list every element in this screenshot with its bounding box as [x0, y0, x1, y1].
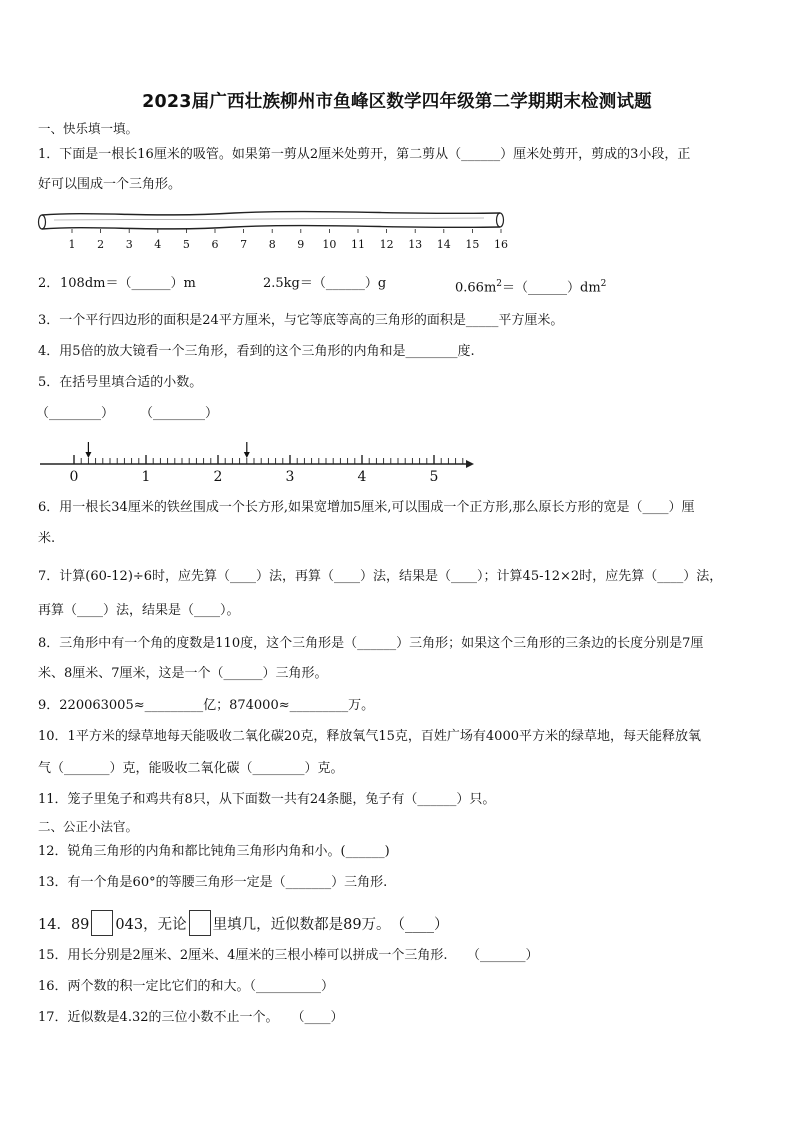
question-6-line-2: 米.: [38, 531, 56, 546]
page-title: 2023届广西壮族柳州市鱼峰区数学四年级第二学期期末检测试题: [142, 92, 652, 112]
straw-highlight: [54, 218, 484, 220]
q14-part-1: 14．89: [38, 917, 90, 933]
question-5-blank-1: （________）: [36, 406, 115, 421]
ruler-tick-label: 5: [182, 238, 190, 251]
number-line-label: 1: [141, 469, 151, 485]
number-line-label: 3: [285, 469, 295, 485]
question-17: 17．近似数是4.32的三位小数不止一个。 （____）: [38, 1010, 344, 1025]
ruler-tick-label: 3: [125, 238, 133, 251]
q2c-sup2: 2: [600, 279, 607, 289]
question-7-line-1: 7．计算(60-12)÷6时，应先算（____）法，再算（____）法，结果是（____）；计算45-12×2时，应先算（____）法，: [38, 569, 723, 584]
number-line-figure: [34, 436, 484, 486]
q14-digit-box-2: [189, 910, 211, 936]
number-line-label: 5: [429, 469, 439, 485]
question-8-line-2: 米、8厘米、7厘米，这是一个（______）三角形。: [38, 666, 328, 681]
question-9: 9．220063005≈_________亿；874000≈_________万。: [38, 698, 375, 713]
ruler-tick-label: 4: [154, 238, 162, 251]
ruler-tick-label: 16: [494, 238, 508, 251]
number-line-arrowhead: [466, 460, 474, 468]
ruler-tick-label: 13: [408, 238, 423, 251]
question-12: 12．锐角三角形的内角和都比钝角三角形内角和小。(______): [38, 844, 390, 859]
question-6-line-1: 6．用一根长34厘米的铁丝围成一个长方形,如果宽增加5厘米,可以围成一个正方形,那么原长方形的宽是（____）厘: [38, 500, 695, 515]
ruler-tick-label: 11: [351, 238, 365, 251]
question-13: 13．有一个角是60°的等腰三角形一定是（_______）三角形.: [38, 875, 388, 890]
ruler-tick-label: 1: [68, 238, 76, 251]
straw-top-edge: [42, 212, 500, 215]
question-2-part-a: 108dm＝（______）m: [60, 276, 196, 291]
number-line-label: 2: [213, 469, 223, 485]
q14-part-3: 里填几，近似数都是89万。 （____）: [212, 917, 449, 933]
straw-right-end: [497, 213, 504, 227]
question-2-part-c: [455, 276, 606, 296]
question-16: 16．两个数的积一定比它们的和大。（__________）: [38, 979, 335, 994]
ruler-tick-label: 8: [268, 238, 276, 251]
question-1-line-1: 1．下面是一根长16厘米的吸管。如果第一剪从2厘米处剪开，第二剪从（______）厘米处剪开，剪成的3小段，正: [38, 147, 691, 162]
section-2-heading: 二、公正小法官。: [38, 819, 139, 834]
ruler-tick-label: 2: [97, 238, 105, 251]
question-15: 15．用长分别是2厘米、2厘米、4厘米的三根小棒可以拼成一个三角形. （_______）: [38, 948, 539, 963]
q2c-sup: 2: [496, 279, 503, 289]
section-1-heading: 一、快乐填一填。: [38, 121, 139, 136]
down-arrow-icon: [244, 452, 250, 458]
down-arrow-icon: [85, 452, 91, 458]
straw-ruler-figure: [34, 206, 514, 256]
ruler-tick-label: 9: [297, 238, 305, 251]
ruler-tick-label: 14: [436, 238, 451, 251]
q2c-mid: ＝（______）dm: [502, 280, 601, 296]
question-10-line-1: 10．1平方米的绿草地每天能吸收二氧化碳20克，释放氧气15克，百姓广场有4000平方米的绿草地，每天能释放氧: [38, 729, 701, 744]
ruler-tick-label: 6: [211, 238, 219, 251]
question-5-blank-2: （________）: [140, 406, 219, 421]
straw-bottom-edge: [42, 226, 500, 229]
q14-part-2: 043，无论: [115, 917, 187, 933]
ruler-tick-label: 10: [322, 238, 337, 251]
number-line-label: 4: [357, 469, 367, 485]
question-14: [38, 910, 449, 936]
question-5: 5．在括号里填合适的小数。: [38, 375, 203, 390]
question-3: 3．一个平行四边形的面积是24平方厘米，与它等底等高的三角形的面积是_____平方厘米。: [38, 313, 564, 328]
question-1-line-2: 好可以围成一个三角形。: [38, 177, 182, 192]
q14-digit-box-1: [91, 910, 113, 936]
q2c-pre: 0.66m: [455, 280, 497, 296]
ruler-tick-label: 7: [240, 238, 248, 251]
number-line-label: 0: [69, 469, 79, 485]
ruler-tick-label: 12: [379, 238, 394, 251]
question-11: 11．笼子里兔子和鸡共有8只，从下面数一共有24条腿，兔子有（______）只。: [38, 792, 496, 807]
question-2-part-b: 2.5kg＝（______）g: [263, 276, 387, 291]
question-8-line-1: 8．三角形中有一个角的度数是110度，这个三角形是（______）三角形；如果这个三角形的三条边的长度分别是7厘: [38, 636, 704, 651]
question-10-line-2: 气（_______）克，能吸收二氧化碳（________）克。: [38, 761, 344, 776]
question-2-number: 2．: [38, 276, 60, 291]
question-7-line-2: 再算（____）法，结果是（____）。: [38, 603, 240, 618]
ruler-tick-label: 15: [465, 238, 480, 251]
straw-left-end: [39, 215, 46, 229]
question-4: 4．用5倍的放大镜看一个三角形，看到的这个三角形的内角和是________度.: [38, 344, 475, 359]
